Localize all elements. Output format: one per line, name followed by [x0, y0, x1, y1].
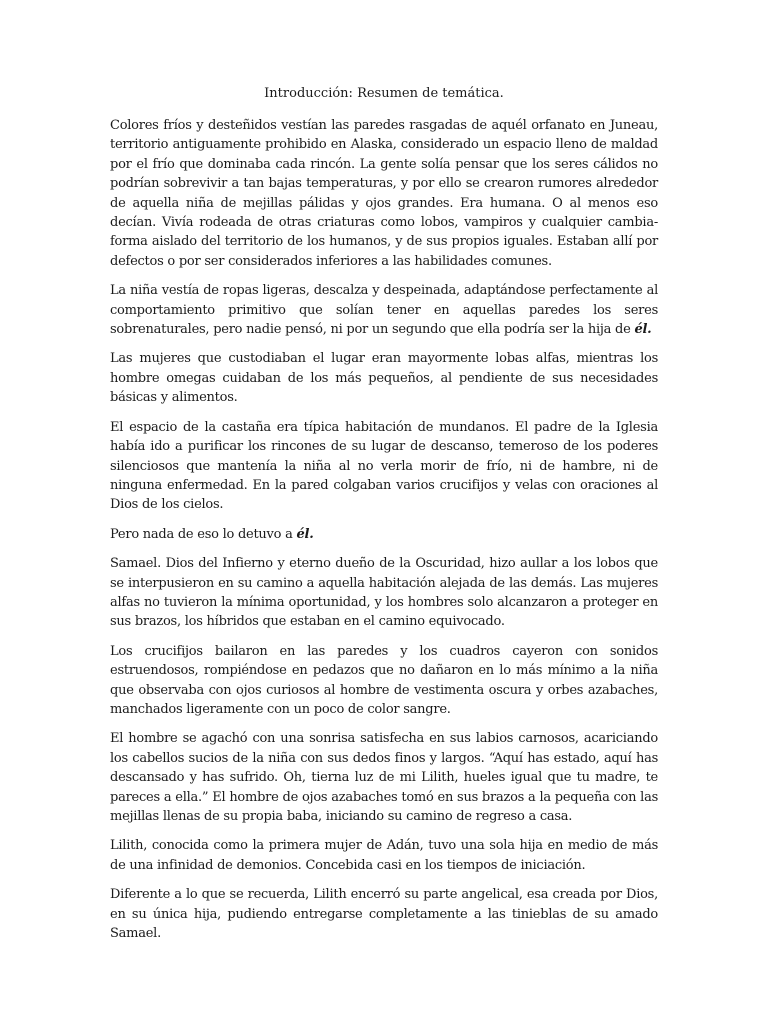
paragraph-text: La niña vestía de ropas ligeras, descalza y despeinada, adaptándose perfectamente al comportamiento primitivo que solían tener en aquellas paredes los seres sobrenaturales, pero nadie pensó, ni por un segundo que ella podría ser la hija de — [110, 283, 658, 338]
paragraph — [110, 281, 658, 339]
paragraph: El hombre se agachó con una sonrisa satisfecha en sus labios carnosos, acariciando los cabellos sucios de la niña con sus dedos finos y largos. “Aquí has estado, aquí has descansado y has sufrido. Oh, tierna luz de mi Lilith, hueles igual que tu madre, te pareces a ella.” El hombre de ojos azabaches tomó en sus brazos a la pequeña con las mejillas llenas de su propia baba, iniciando su camino de regreso a casa. — [110, 731, 658, 824]
paragraph: Diferente a lo que se recuerda, Lilith encerró su parte angelical, esa creada por Dios, en su única hija, pudiendo entregarse completamente a las tinieblas de su amado Samael. — [110, 887, 658, 942]
paragraph — [110, 525, 658, 544]
emphasis-tail: . — [647, 322, 652, 338]
paragraph-text: Pero nada de eso lo detuvo a — [110, 526, 297, 542]
emphasis-tail: . — [309, 526, 314, 542]
paragraph: Lilith, conocida como la primera mujer de Adán, tuvo una sola hija en medio de más de una infinidad de demonios. Concebida casi en los tiempos de iniciación. — [110, 838, 658, 873]
paragraph: Colores fríos y desteñidos vestían las paredes rasgadas de aquél orfanato en Juneau, territorio antiguamente prohibido en Alaska, considerado un espacio lleno de maldad por el frío que dominaba cada rincón. La gente solía pensar que los seres cálidos no podrían sobrevivir a tan bajas temperaturas, y por ello se crearon rumores alrededor de aquella niña de mejillas pálidas y ojos grandes. Era humana. O al menos eso decían. Vivía rodeada de otras criaturas como lobos, vampiros y cualquier cambia-forma aislado del territorio de los humanos, y de sus propios iguales. Estaban allí por defectos o por ser considerados inferiores a las habilidades comunes. — [110, 118, 658, 269]
emphasis-text: él — [296, 526, 310, 542]
emphasis-text: él — [634, 322, 648, 338]
paragraph: Samael. Dios del Infierno y eterno dueño de la Oscuridad, hizo aullar a los lobos que se interpusieron en su camino a aquella habitación alejada de las demás. Las mujeres alfas no tuvieron la mínima oportunidad, y los hombres solo alcanzaron a proteger en sus brazos, los híbridos que estaban en el camino equivocado. — [110, 556, 658, 630]
paragraph: Los crucifijos bailaron en las paredes y los cuadros cayeron con sonidos estruendosos, rompiéndose en pedazos que no dañaron en lo más mínimo a la niña que observaba con ojos curiosos al hombre de vestimenta oscura y orbes azabaches, manchados ligeramente con un poco de color sangre. — [110, 643, 658, 717]
paragraph: El espacio de la castaña era típica habitación de mundanos. El padre de la Iglesia había ido a purificar los rincones de su lugar de descanso, temeroso de los poderes silenciosos que mantenía la niña al no verla morir de frío, ni de hambre, ni de ninguna enfermedad. En la pared colgaban varios crucifijos y velas con oraciones al Dios de los cielos. — [110, 419, 658, 513]
document-title: Introducción: Resumen de temática. — [264, 86, 504, 101]
paragraph: Las mujeres que custodiaban el lugar eran mayormente lobas alfas, mientras los hombre omegas cuidaban de los más pequeños, al pendiente de sus necesidades básicas y alimentos. — [110, 351, 658, 406]
